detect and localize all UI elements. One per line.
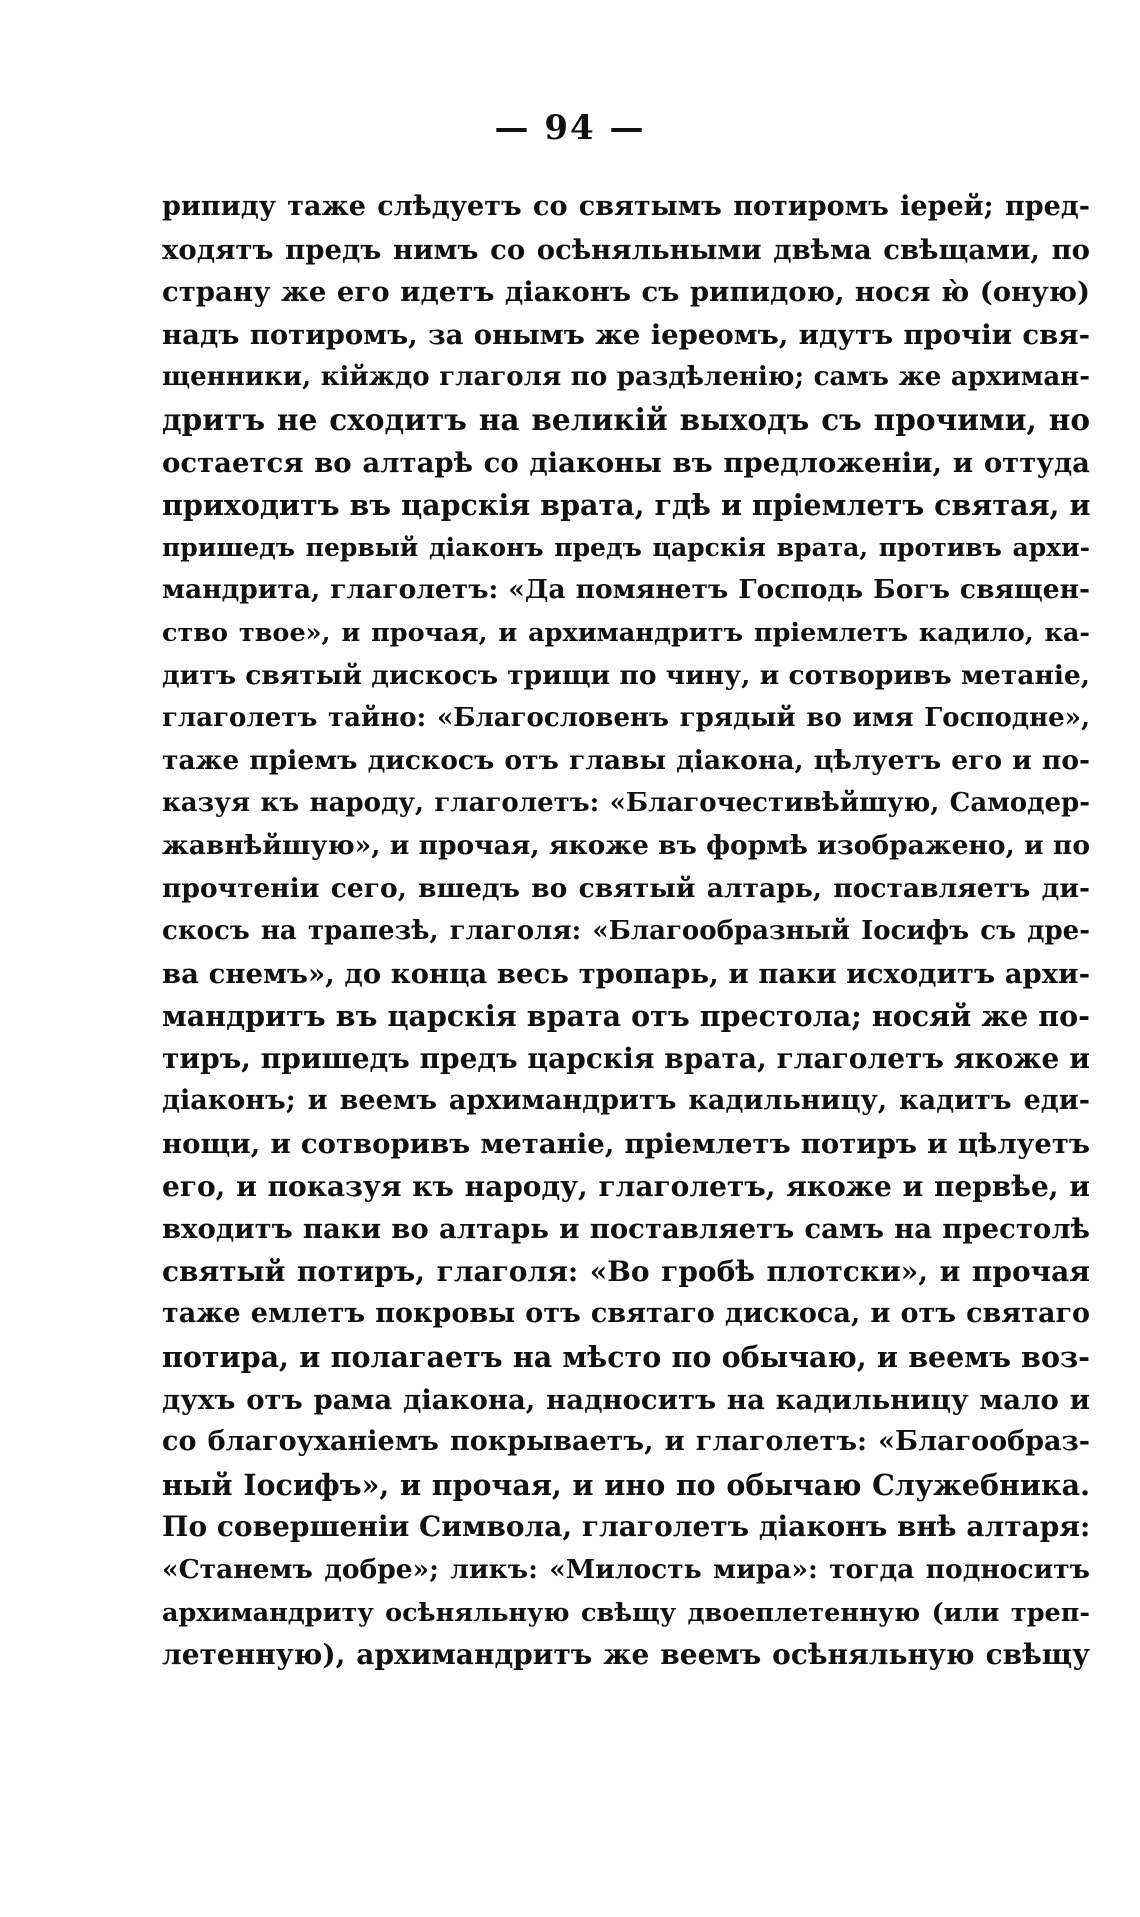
text-line: мандрита, глаголетъ: «Да помянетъ Господь Богъ священ- [162,574,1090,606]
page-number: — 94 — [494,108,646,148]
text-line: ный Іосифъ», и прочая, и ино по обычаю Служебника. [162,1467,1090,1502]
text-line: надъ потиромъ, за онымъ же іереомъ, идутъ прочіи свя- [162,318,1090,351]
text-line: архимандриту осѣняльную свѣщу двоеплетенную (или треп- [162,1597,1090,1628]
text-line: таже пріемъ дискосъ отъ главы діакона, цѣлуетъ его и по- [162,744,1090,776]
text-line: тиръ, пришедъ предъ царскія врата, глаголетъ якоже и [162,1041,1090,1075]
text-line: остается во алтарѣ со діаконы въ предложеніи, и оттуда [162,446,1090,479]
text-line: ство твое», и прочая, и архимандритъ пріемлетъ кадило, ка- [162,617,1090,648]
text-line: діаконъ; и веемъ архимандритъ кадильницу, кадитъ еди- [162,1085,1090,1117]
text-line: скосъ на трапезѣ, глаголя: «Благообразный Іосифъ съ дре- [162,916,1090,947]
text-line: По совершеніи Символа, глаголетъ діаконъ внѣ алтаря: [162,1510,1090,1544]
text-line: прочтеніи сего, вшедъ во святый алтарь, поставляетъ ди- [162,872,1090,904]
text-line: дитъ святый дискосъ трищи по чину, и сотворивъ метаніе, [162,659,1090,691]
body-text [162,186,1090,1677]
text-line: ва снемъ», до конца весь тропарь, и паки исходитъ архи- [162,957,1090,990]
text-line: потира, и полагаетъ на мѣсто по обычаю, и веемъ воз- [162,1340,1090,1375]
text-line: щенники, кійждо глаголя по раздѣленію; самъ же архиман- [162,362,1090,393]
text-line: глаголетъ тайно: «Благословенъ грядый во имя Господне», [162,703,1090,734]
text-line: казуя къ народу, глаголетъ: «Благочестивѣйшую, Самодер- [162,788,1090,819]
text-line: пришедъ первый діаконъ предъ царскія врата, противъ архи- [162,532,1090,562]
text-line: летенную), архимандритъ же веемъ осѣняльную свѣщу [162,1638,1090,1672]
text-line: ходятъ предъ нимъ со осѣняльными двѣма свѣщами, по [162,233,1090,266]
text-line: духъ отъ рама діакона, надноситъ на кадильницу мало и [162,1383,1090,1416]
text-line: мандритъ въ царскія врата отъ престола; носяй же по- [162,999,1090,1034]
text-line: нощи, и сотворивъ метаніе, пріемлетъ потиръ и цѣлуетъ [162,1128,1090,1161]
text-line: святый потиръ, глаголя: «Во гробѣ плотски», и прочая [162,1254,1090,1288]
text-line: рипиду таже слѣдуетъ со святымъ потиромъ іерей; пред- [162,191,1090,222]
text-line: «Станемъ добре»; ликъ: «Милость мира»: тогда подноситъ [162,1554,1090,1585]
text-line: приходитъ въ царскія врата, гдѣ и пріемлетъ святая, и [162,488,1090,523]
text-line: страну же его идетъ діаконъ съ рипидою, нося ю̀ (оную) [162,276,1090,309]
text-line: его, и показуя къ народу, глаголетъ, якоже и первѣе, и [162,1169,1090,1203]
text-line: входитъ паки во алтарь и поставляетъ самъ на престолѣ [162,1213,1090,1246]
text-line: таже емлетъ покровы отъ святаго дискоса, и отъ святаго [162,1298,1090,1330]
text-line: дритъ не сходитъ на великій выходъ съ прочими, но [162,401,1090,437]
text-line: со благоуханіемъ покрываетъ, и глаголетъ: «Благообраз- [162,1426,1090,1458]
text-line: жавнѣйшую», и прочая, якоже въ формѣ изображено, и по [162,829,1090,861]
